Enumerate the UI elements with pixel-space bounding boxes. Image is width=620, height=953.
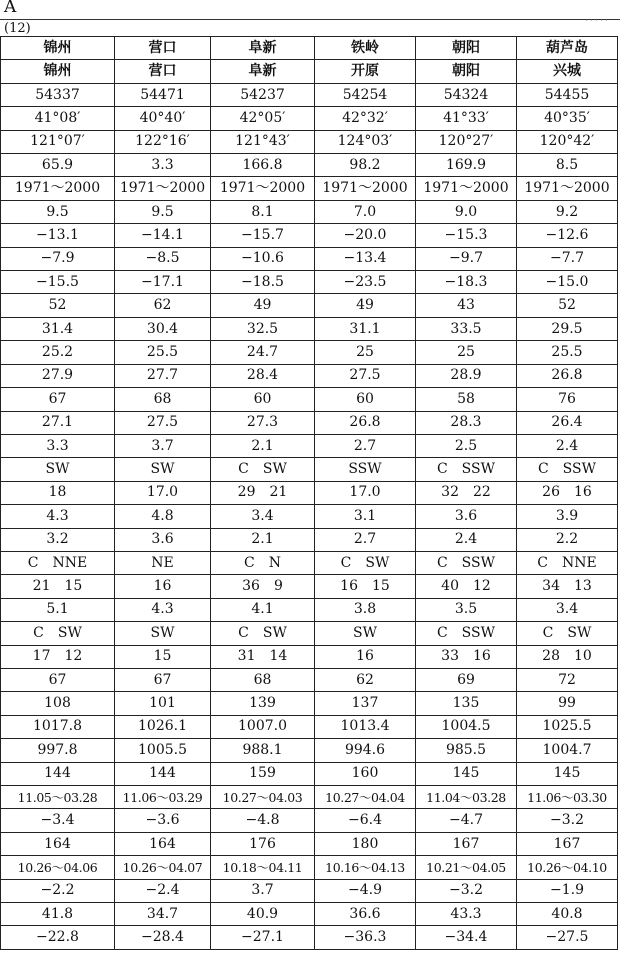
table-cell: 10.16～04.13 <box>315 856 416 879</box>
table-cell: 101 <box>115 692 211 715</box>
table-cell: 41°33′ <box>416 107 517 130</box>
table-cell: 28.3 <box>416 411 517 434</box>
table-cell: 兴城 <box>517 60 618 83</box>
table-row <box>1 926 618 950</box>
table-cell: −10.6 <box>211 247 315 270</box>
table-cell: 42°05′ <box>211 107 315 130</box>
table-cell: 994.6 <box>315 739 416 762</box>
table-cell: 1004.5 <box>416 715 517 738</box>
table-cell: −1.9 <box>517 879 618 902</box>
table-cell: 52 <box>1 294 115 317</box>
table-cell: 144 <box>115 762 211 785</box>
table-cell: 137 <box>315 692 416 715</box>
table-cell: 8.5 <box>517 154 618 177</box>
table-cell: 3.6 <box>416 505 517 528</box>
table-cell: −7.9 <box>1 247 115 270</box>
table-cell: 60 <box>315 388 416 411</box>
table-cell: 17.0 <box>315 481 416 504</box>
table-cell: 15 <box>115 645 211 668</box>
table-cell: 34.7 <box>115 903 211 926</box>
table-cell: 33.5 <box>416 317 517 340</box>
table-cell: 3.3 <box>115 154 211 177</box>
table-cell: −8.5 <box>115 247 211 270</box>
dot-leader: · · · · · <box>585 16 608 25</box>
table-cell: 40°40′ <box>115 107 211 130</box>
table-cell: 4.1 <box>211 598 315 621</box>
table-cell: 144 <box>1 762 115 785</box>
table-cell: 4.8 <box>115 505 211 528</box>
table-row <box>1 832 618 855</box>
table-row <box>1 364 618 387</box>
table-cell: SW <box>115 622 211 645</box>
table-cell: 1004.7 <box>517 739 618 762</box>
table-cell: 26 16 <box>517 481 618 504</box>
table-cell: 121°43′ <box>211 130 315 153</box>
table-cell: 3.2 <box>1 528 115 551</box>
table-cell: −4.9 <box>315 879 416 902</box>
table-cell: 18 <box>1 481 115 504</box>
table-cell: 41°08′ <box>1 107 115 130</box>
table-cell: 167 <box>517 832 618 855</box>
table-cell: 67 <box>115 668 211 691</box>
table-cell: −3.2 <box>416 879 517 902</box>
table-cell: −18.5 <box>211 271 315 294</box>
table-cell: 11.06～03.30 <box>517 786 618 809</box>
table-cell: C SSW <box>416 458 517 481</box>
table-cell: 40°35′ <box>517 107 618 130</box>
table-cell: 28.9 <box>416 364 517 387</box>
table-cell: −20.0 <box>315 224 416 247</box>
table-cell: 1005.5 <box>115 739 211 762</box>
table-row <box>1 645 618 668</box>
table-cell: 锦州 <box>1 60 115 83</box>
table-cell: 25 <box>416 341 517 364</box>
table-cell: 1026.1 <box>115 715 211 738</box>
table-cell: 997.8 <box>1 739 115 762</box>
table-cell: −14.1 <box>115 224 211 247</box>
table-cell: 11.04～03.28 <box>416 786 517 809</box>
table-cell: 176 <box>211 832 315 855</box>
table-cell: 阜新 <box>211 37 315 60</box>
table-cell: −34.4 <box>416 926 517 950</box>
table-row <box>1 622 618 645</box>
table-row <box>1 83 618 106</box>
table-cell: 49 <box>211 294 315 317</box>
table-cell: C SSW <box>416 551 517 574</box>
table-row <box>1 668 618 691</box>
table-cell: 124°03′ <box>315 130 416 153</box>
table-cell: 1971～2000 <box>315 177 416 200</box>
table-cell: 99 <box>517 692 618 715</box>
table-cell: 2.5 <box>416 434 517 457</box>
table-cell: 1971～2000 <box>1 177 115 200</box>
table-cell: 铁岭 <box>315 37 416 60</box>
table-cell: 25.5 <box>517 341 618 364</box>
table-cell: 10.26～04.10 <box>517 856 618 879</box>
table-cell: 10.21～04.05 <box>416 856 517 879</box>
table-row <box>1 341 618 364</box>
table-cell: C NNE <box>1 551 115 574</box>
table-cell: 3.9 <box>517 505 618 528</box>
table-cell: SSW <box>315 458 416 481</box>
table-cell: −7.7 <box>517 247 618 270</box>
table-cell: −27.5 <box>517 926 618 950</box>
table-cell: 54337 <box>1 83 115 106</box>
table-cell: −13.4 <box>315 247 416 270</box>
table-cell: 2.2 <box>517 528 618 551</box>
table-cell: 139 <box>211 692 315 715</box>
table-cell: 167 <box>416 832 517 855</box>
table-row <box>1 903 618 926</box>
table-cell: 145 <box>517 762 618 785</box>
table-cell: 159 <box>211 762 315 785</box>
table-cell: 54471 <box>115 83 211 106</box>
table-row <box>1 551 618 574</box>
table-cell: −6.4 <box>315 809 416 832</box>
table-cell: 1971～2000 <box>115 177 211 200</box>
table-cell: 62 <box>315 668 416 691</box>
table-cell: 108 <box>1 692 115 715</box>
table-row <box>1 434 618 457</box>
table-row <box>1 575 618 598</box>
table-cell: 54455 <box>517 83 618 106</box>
table-cell: 34 13 <box>517 575 618 598</box>
table-cell: 1007.0 <box>211 715 315 738</box>
table-cell: 985.5 <box>416 739 517 762</box>
table-cell: 10.18～04.11 <box>211 856 315 879</box>
table-cell: 27.3 <box>211 411 315 434</box>
table-cell: SW <box>1 458 115 481</box>
table-row <box>1 458 618 481</box>
table-cell: 52 <box>517 294 618 317</box>
table-cell: −15.5 <box>1 271 115 294</box>
table-cell: −23.5 <box>315 271 416 294</box>
table-cell: 120°27′ <box>416 130 517 153</box>
table-cell: 29 21 <box>211 481 315 504</box>
table-row <box>1 856 618 879</box>
header-row <box>1 37 618 60</box>
table-cell: 40.9 <box>211 903 315 926</box>
table-cell: 10.26～04.06 <box>1 856 115 879</box>
table-cell: −36.3 <box>315 926 416 950</box>
table-cell: −2.4 <box>115 879 211 902</box>
table-row <box>1 786 618 809</box>
table-cell: 43.3 <box>416 903 517 926</box>
table-cell: 30.4 <box>115 317 211 340</box>
table-cell: 32.5 <box>211 317 315 340</box>
table-cell: 2.4 <box>517 434 618 457</box>
table-cell: 朝阳 <box>416 60 517 83</box>
table-row <box>1 481 618 504</box>
table-cell: 朝阳 <box>416 37 517 60</box>
table-cell: 169.9 <box>416 154 517 177</box>
table-cell: 开原 <box>315 60 416 83</box>
table-cell: 54324 <box>416 83 517 106</box>
table-cell: 1013.4 <box>315 715 416 738</box>
table-cell: −15.7 <box>211 224 315 247</box>
table-cell: 36.6 <box>315 903 416 926</box>
table-row <box>1 739 618 762</box>
table-cell: 67 <box>1 388 115 411</box>
table-cell: 54254 <box>315 83 416 106</box>
table-cell: 3.5 <box>416 598 517 621</box>
table-row <box>1 528 618 551</box>
table-cell: 122°16′ <box>115 130 211 153</box>
table-row <box>1 177 618 200</box>
table-cell: 10.27～04.03 <box>211 786 315 809</box>
table-cell: 8.1 <box>211 200 315 223</box>
table-cell: −27.1 <box>211 926 315 950</box>
table-cell: 27.7 <box>115 364 211 387</box>
table-row <box>1 247 618 270</box>
table-cell: 33 16 <box>416 645 517 668</box>
table-row <box>1 715 618 738</box>
table-row <box>1 271 618 294</box>
table-cell: −22.8 <box>1 926 115 950</box>
table-cell: C SW <box>1 622 115 645</box>
table-cell: 17.0 <box>115 481 211 504</box>
table-cell: 24.7 <box>211 341 315 364</box>
table-cell: 25 <box>315 341 416 364</box>
table-cell: C SW <box>211 458 315 481</box>
table-cell: 17 12 <box>1 645 115 668</box>
table-cell: 11.06～03.29 <box>115 786 211 809</box>
table-cell: −2.2 <box>1 879 115 902</box>
table-row <box>1 317 618 340</box>
table-cell: 葫芦岛 <box>517 37 618 60</box>
table-cell: 27.9 <box>1 364 115 387</box>
table-row <box>1 692 618 715</box>
top-rule <box>0 19 620 20</box>
table-cell: 1971～2000 <box>416 177 517 200</box>
table-cell: 31 14 <box>211 645 315 668</box>
table-cell: 1017.8 <box>1 715 115 738</box>
table-cell: 9.5 <box>1 200 115 223</box>
table-cell: −12.6 <box>517 224 618 247</box>
table-cell: 31.1 <box>315 317 416 340</box>
page-letter: A <box>4 0 17 17</box>
table-cell: 135 <box>416 692 517 715</box>
table-cell: −15.0 <box>517 271 618 294</box>
table-cell: 145 <box>416 762 517 785</box>
table-cell: 166.8 <box>211 154 315 177</box>
table-label: (12) <box>4 21 31 36</box>
table-cell: 3.8 <box>315 598 416 621</box>
table-cell: 10.27～04.04 <box>315 786 416 809</box>
table-cell: C NNE <box>517 551 618 574</box>
table-cell: 43 <box>416 294 517 317</box>
table-cell: 16 <box>115 575 211 598</box>
table-cell: C N <box>211 551 315 574</box>
table-cell: 69 <box>416 668 517 691</box>
table-cell: −28.4 <box>115 926 211 950</box>
table-cell: −17.1 <box>115 271 211 294</box>
table-cell: −9.7 <box>416 247 517 270</box>
table-cell: 27.5 <box>315 364 416 387</box>
table-cell: SW <box>315 622 416 645</box>
table-cell: 7.0 <box>315 200 416 223</box>
table-cell: 76 <box>517 388 618 411</box>
table-row <box>1 505 618 528</box>
table-cell: 2.1 <box>211 434 315 457</box>
table-cell: 98.2 <box>315 154 416 177</box>
table-cell: 3.6 <box>115 528 211 551</box>
table-cell: 2.7 <box>315 528 416 551</box>
table-cell: 5.1 <box>1 598 115 621</box>
table-cell: 3.3 <box>1 434 115 457</box>
table-cell: 27.5 <box>115 411 211 434</box>
table-cell: 25.2 <box>1 341 115 364</box>
header-row <box>1 60 618 83</box>
table-cell: 16 <box>315 645 416 668</box>
table-cell: 锦州 <box>1 37 115 60</box>
table-cell: C SW <box>315 551 416 574</box>
table-cell: 11.05～03.28 <box>1 786 115 809</box>
table-cell: 49 <box>315 294 416 317</box>
table-row <box>1 388 618 411</box>
table-cell: 29.5 <box>517 317 618 340</box>
table-cell: 164 <box>115 832 211 855</box>
table-cell: −18.3 <box>416 271 517 294</box>
table-cell: 40 12 <box>416 575 517 598</box>
table-cell: −3.4 <box>1 809 115 832</box>
table-cell: C SSW <box>416 622 517 645</box>
table-cell: 26.8 <box>517 364 618 387</box>
table-cell: 72 <box>517 668 618 691</box>
table-cell: 60 <box>211 388 315 411</box>
table-cell: 4.3 <box>1 505 115 528</box>
table-cell: 160 <box>315 762 416 785</box>
table-cell: 21 15 <box>1 575 115 598</box>
table-cell: 26.8 <box>315 411 416 434</box>
table-cell: 121°07′ <box>1 130 115 153</box>
table-cell: 42°32′ <box>315 107 416 130</box>
table-cell: 1971～2000 <box>211 177 315 200</box>
table-cell: 31.4 <box>1 317 115 340</box>
table-cell: 36 9 <box>211 575 315 598</box>
climate-data-table <box>0 36 618 950</box>
table-cell: −13.1 <box>1 224 115 247</box>
table-row <box>1 294 618 317</box>
table-cell: 阜新 <box>211 60 315 83</box>
table-cell: 68 <box>211 668 315 691</box>
table-row <box>1 762 618 785</box>
table-cell: 54237 <box>211 83 315 106</box>
table-cell: 9.2 <box>517 200 618 223</box>
table-row <box>1 154 618 177</box>
table-cell: −4.8 <box>211 809 315 832</box>
table-cell: 10.26～04.07 <box>115 856 211 879</box>
table-cell: C SW <box>517 622 618 645</box>
table-cell: 120°42′ <box>517 130 618 153</box>
table-cell: 28.4 <box>211 364 315 387</box>
table-cell: −4.7 <box>416 809 517 832</box>
table-cell: 26.4 <box>517 411 618 434</box>
table-cell: 988.1 <box>211 739 315 762</box>
table-cell: C SW <box>211 622 315 645</box>
table-row <box>1 200 618 223</box>
table-cell: C SSW <box>517 458 618 481</box>
table-cell: 3.4 <box>517 598 618 621</box>
table-row <box>1 809 618 832</box>
table-row <box>1 107 618 130</box>
table-cell: −3.6 <box>115 809 211 832</box>
table-cell: −3.2 <box>517 809 618 832</box>
table-cell: 41.8 <box>1 903 115 926</box>
table-cell: 3.1 <box>315 505 416 528</box>
table-cell: 28 10 <box>517 645 618 668</box>
table-cell: 40.8 <box>517 903 618 926</box>
table-cell: 4.3 <box>115 598 211 621</box>
table-cell: 164 <box>1 832 115 855</box>
table-cell: 3.7 <box>115 434 211 457</box>
table-row <box>1 598 618 621</box>
table-cell: SW <box>115 458 211 481</box>
table-cell: 58 <box>416 388 517 411</box>
table-cell: 68 <box>115 388 211 411</box>
table-cell: 9.0 <box>416 200 517 223</box>
table-row <box>1 224 618 247</box>
table-cell: 62 <box>115 294 211 317</box>
table-cell: 25.5 <box>115 341 211 364</box>
table-cell: 1971～2000 <box>517 177 618 200</box>
table-cell: 2.7 <box>315 434 416 457</box>
table-cell: 营口 <box>115 37 211 60</box>
table-cell: NE <box>115 551 211 574</box>
table-cell: 2.4 <box>416 528 517 551</box>
table-cell: 3.4 <box>211 505 315 528</box>
table-cell: 9.5 <box>115 200 211 223</box>
table-cell: −15.3 <box>416 224 517 247</box>
table-cell: 营口 <box>115 60 211 83</box>
table-cell: 2.1 <box>211 528 315 551</box>
table-cell: 16 15 <box>315 575 416 598</box>
table-cell: 1025.5 <box>517 715 618 738</box>
table-cell: 180 <box>315 832 416 855</box>
table-cell: 67 <box>1 668 115 691</box>
table-row <box>1 411 618 434</box>
table-cell: 27.1 <box>1 411 115 434</box>
table-cell: 32 22 <box>416 481 517 504</box>
table-cell: 65.9 <box>1 154 115 177</box>
table-cell: 3.7 <box>211 879 315 902</box>
table-body <box>1 37 618 950</box>
table-row <box>1 130 618 153</box>
table-row <box>1 879 618 902</box>
